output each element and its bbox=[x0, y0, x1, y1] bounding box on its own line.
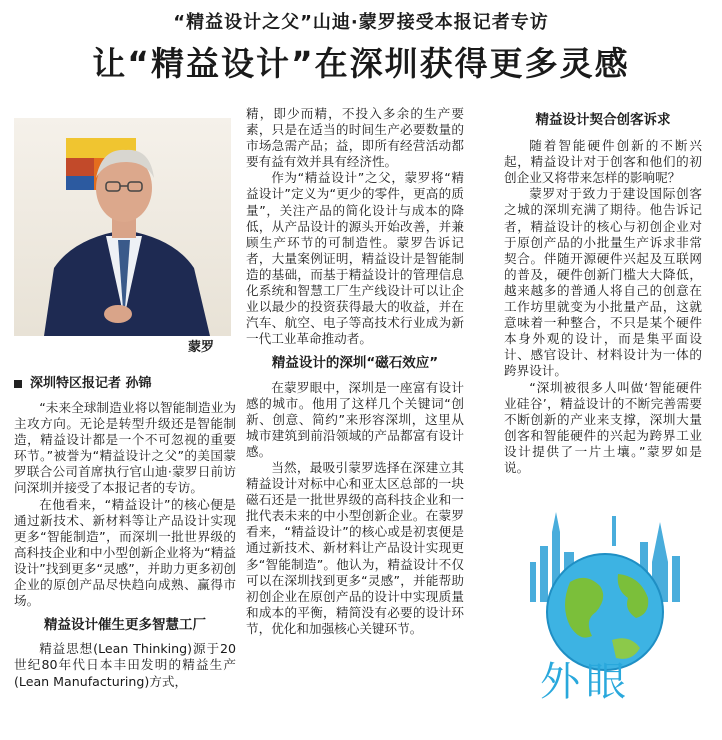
byline bbox=[14, 372, 152, 391]
paragraph: 在他看来，“精益设计”的核心便是通过新技术、新材料等让产品设计实现更多“智能制造”，而深圳一批世界级的高科技企业和中小型创新企业将为“精益设计”找到更多“灵感”，并助力更多初创企业的原创产品尽快趋向成熟、赢得市场。 bbox=[14, 496, 236, 609]
paragraph: 蒙罗对于致力于建设国际创客之城的深圳充满了期待。他告诉记者，精益设计的核心与初创企业对于原创产品的小批量生产诉求非常契合。伴随开源硬件兴起及互联网的普及，硬件创新门槛大大降低，越来越多的普通人将自己的创意在工作坊里就变为小批量产品，这就意味着一种整合，不只是某个硬件本身外观的设计，而是集平面设计、感官设计、材料设计为一体的跨界设计。 bbox=[504, 186, 702, 379]
paragraph: 精益思想(Lean Thinking)源于20世纪80年代日本丰田发明的精益生产(Lean Manufacturing)方式， bbox=[14, 641, 236, 689]
paragraph: 在蒙罗眼中，深圳是一座富有设计感的城市。他用了这样几个关键词“创新、创意、简约”来形容深圳，这里从城市建筑到前沿领域的产品都富有设计感。 bbox=[246, 379, 464, 459]
article-column-1 bbox=[14, 400, 236, 690]
subheading: 精益设计的深圳“磁石效应” bbox=[271, 355, 439, 372]
kicker: “精益设计之父”山迪·蒙罗接受本报记者专访 bbox=[173, 12, 549, 33]
logo-text: 外眼 bbox=[540, 659, 632, 705]
paragraph: “深圳被很多人叫做‘智能硬件业硅谷’，精益设计的不断完善需要不断创新的产业来支撑，深圳大量创客和智能硬件的兴起为跨界工业设计提供了一片土壤。”蒙罗如是说。 bbox=[504, 379, 702, 475]
paragraph: 随着智能硬件创新的不断兴起，精益设计对于创客和他们的初创企业又将带来怎样的影响呢？ bbox=[504, 138, 702, 186]
bullet-square-icon bbox=[14, 380, 22, 388]
paragraph: 当然，最吸引蒙罗选择在深建立其精益设计对标中心和亚太区总部的一块磁石还是一批世界级的高科技企业和一批代表未来的中小型创新企业。在蒙罗看来，“精益设计”的核心或是初衷便是通过新技术、新材料让产品设计实现更多“智能制造”。他认为，精益设计不仅可以在深圳找到更多“灵感”，并能帮助初创企业在原创产品的设计中实现质量和成本的平衡，精简没有必要的设计环节，优化和加强核心关键环节。 bbox=[246, 459, 464, 636]
article-column-3 bbox=[504, 112, 702, 476]
photo-caption: 蒙罗 bbox=[188, 340, 215, 355]
subheading: 精益设计契合创客诉求 bbox=[535, 112, 671, 128]
headline: 让“精益设计”在深圳获得更多灵感 bbox=[92, 44, 630, 83]
portrait-photo bbox=[14, 118, 231, 336]
article-column-2 bbox=[246, 106, 464, 637]
paragraph: 精，即少而精，不投入多余的生产要素，只是在适当的时间生产必要数量的市场急需产品；益，即所有经营活动都要有益有效并具有经济性。 bbox=[246, 106, 464, 170]
paragraph: “未来全球制造业将以智能制造业为主攻方向。无论是转型升级还是智能制造，精益设计都是一个不可忽视的重要环节。”被誉为“精益设计之父”的美国蒙罗联合公司首席执行官山迪·蒙罗日前访问深圳并接受了本报记者的专访。 bbox=[14, 400, 236, 496]
byline-text: 深圳特区报记者 孙锦 bbox=[30, 376, 152, 391]
subheading: 精益设计催生更多智慧工厂 bbox=[44, 617, 206, 634]
paragraph: 作为“精益设计”之父，蒙罗将“精益设计”定义为“更少的零件，更高的质量”，关注产品的简化设计与成本的降低，从产品设计的源头开始改善，并兼顾生产环节的可制造性。蒙罗告诉记者，大量案例证明，精益设计是智能制造的基础，而基于精益设计的管理信息化系统和智慧工厂生产线设计可以让企业以最少的投资获得最大的收益，并在汽车、航空、电子等高技术行业成为新一代工业革命推动者。 bbox=[246, 170, 464, 347]
